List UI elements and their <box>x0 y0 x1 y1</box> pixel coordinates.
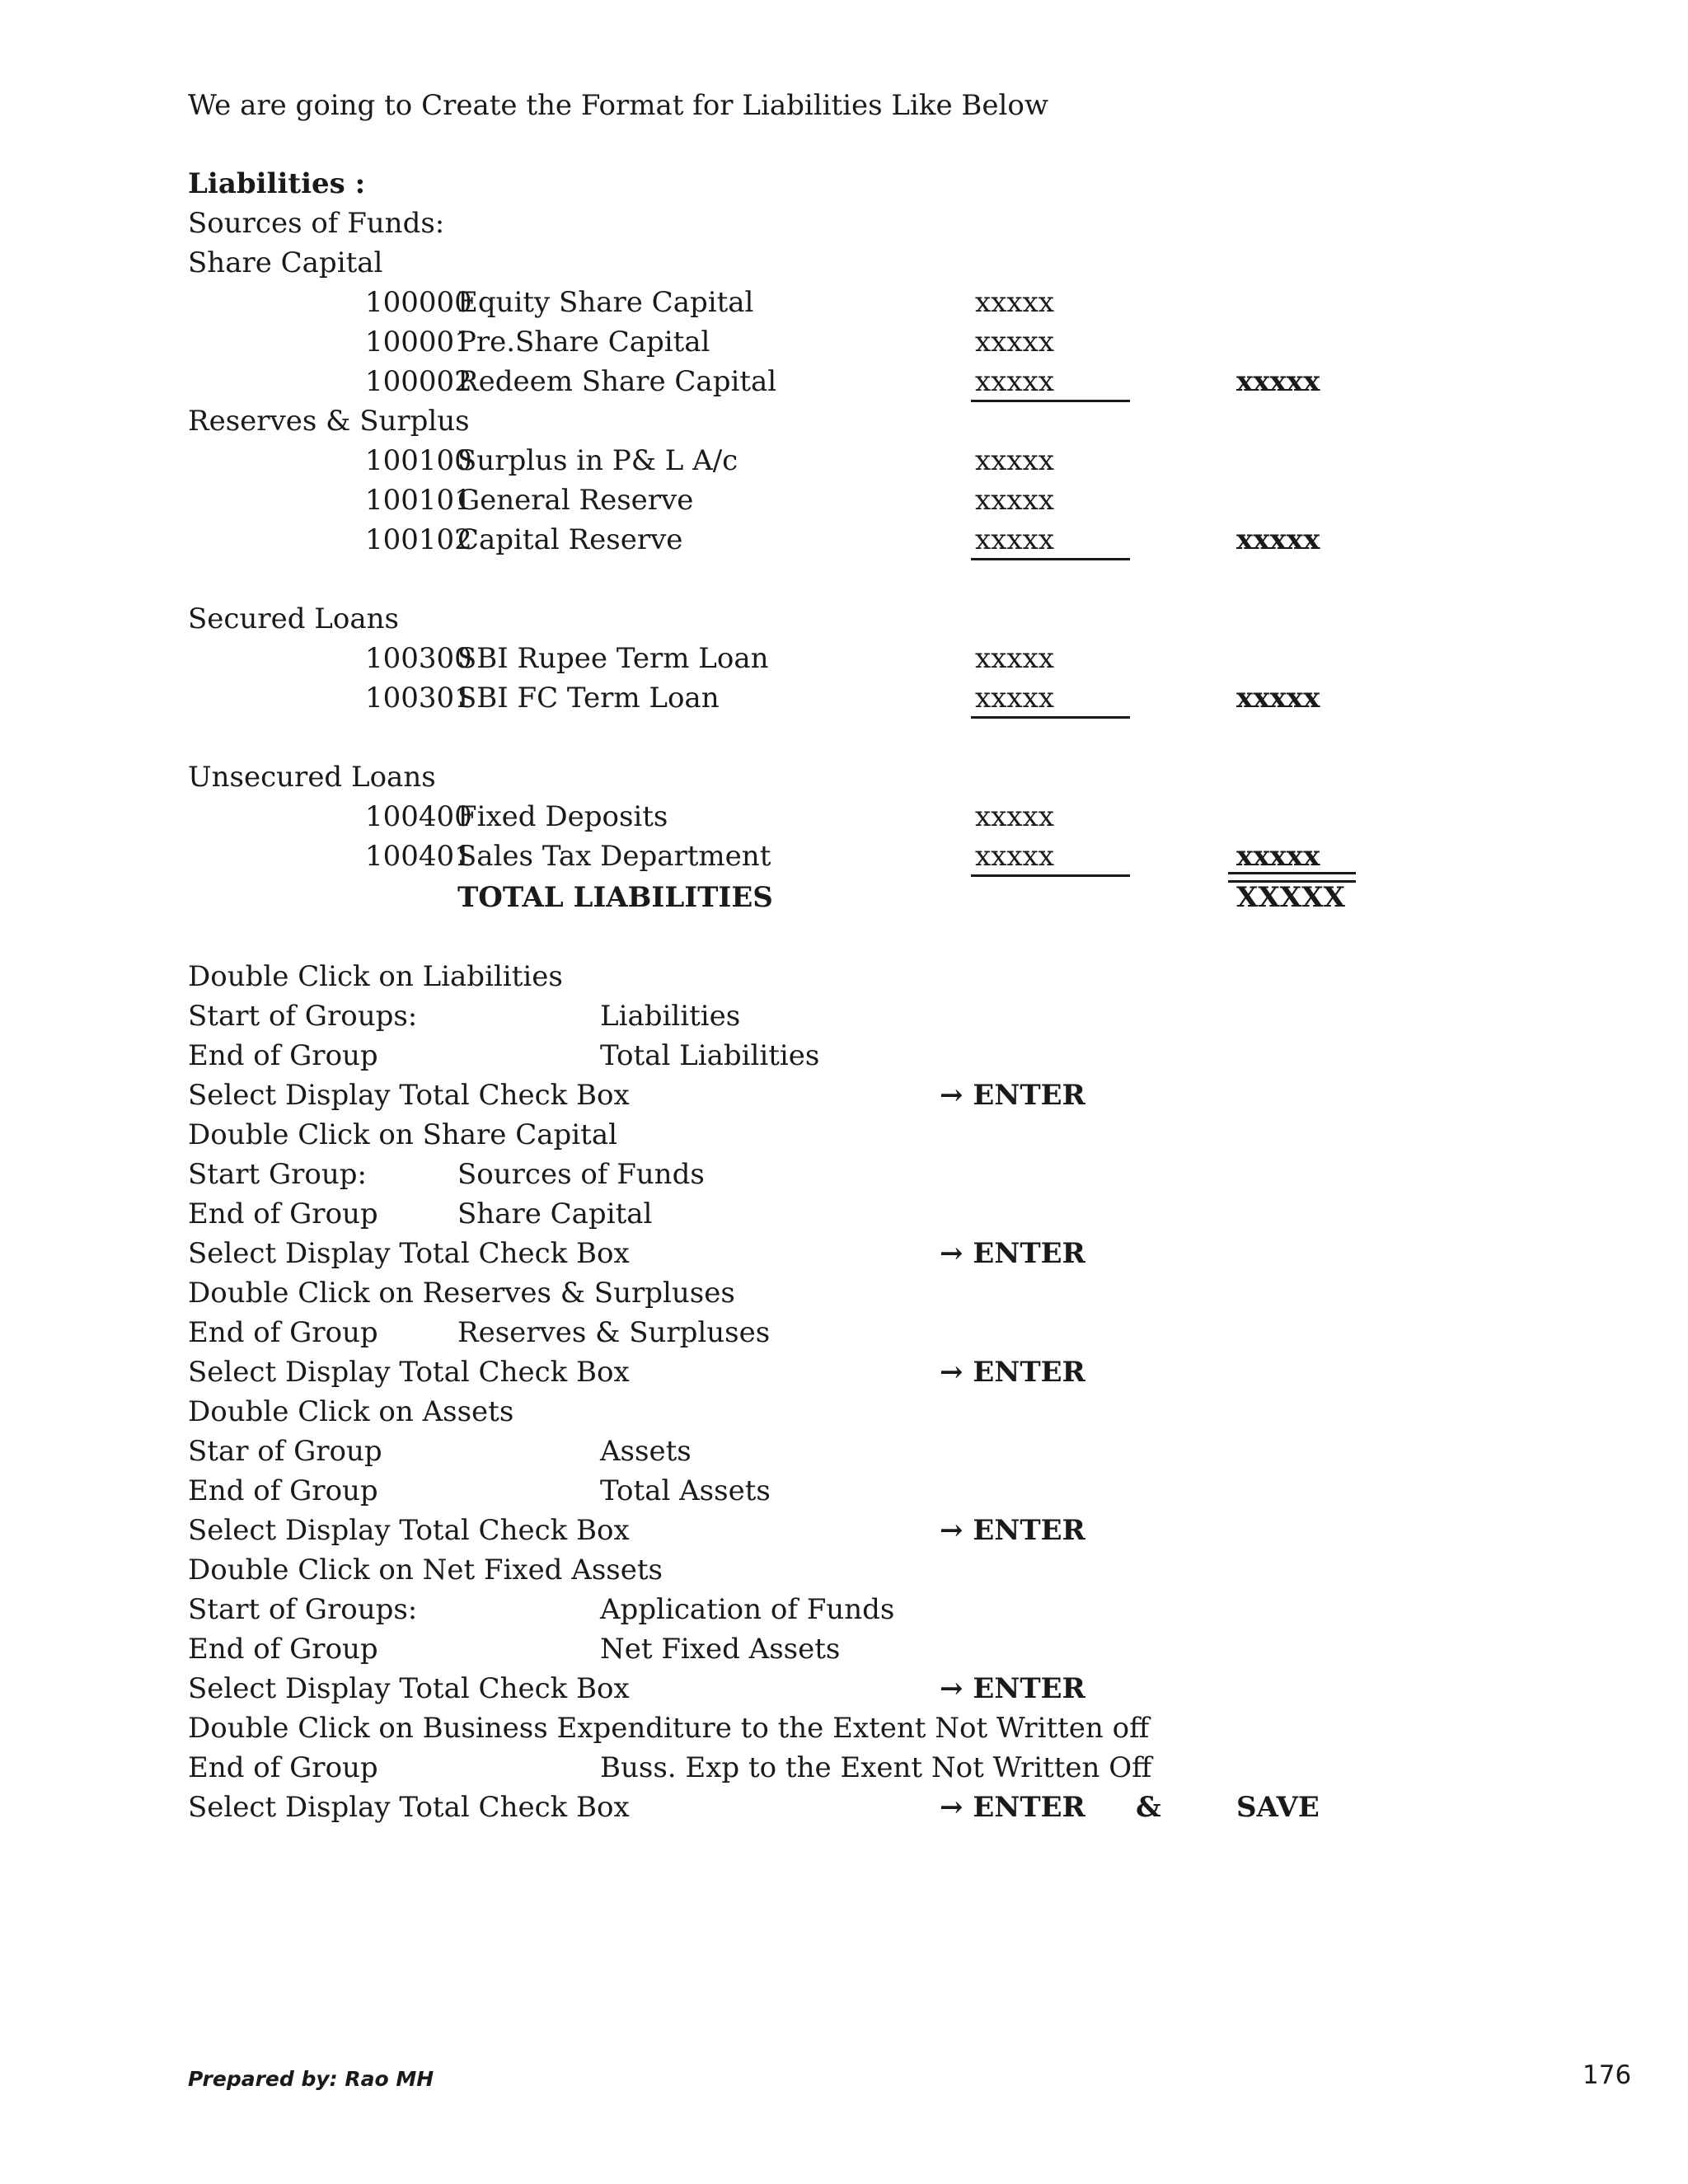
instruction-step: Start Group: <box>188 1158 367 1191</box>
page-number: 176 <box>1582 2060 1632 2090</box>
subtotal-secured: xxxxx <box>1236 682 1320 715</box>
instruction-step: Select Display Total Check Box <box>188 1079 630 1112</box>
total-liabilities-label: TOTAL LIABILITIES <box>457 881 773 914</box>
instruction-step: Start of Groups: <box>188 1593 418 1626</box>
account-amount: xxxxx <box>975 484 1054 517</box>
instruction-value: Share Capital <box>457 1197 653 1230</box>
account-amount: xxxxx <box>975 840 1054 873</box>
instruction-step: Double Click on Net Fixed Assets <box>188 1554 663 1586</box>
underline <box>971 400 1130 402</box>
liabilities-heading: Liabilities : <box>188 167 366 200</box>
group-reserves-surplus: Reserves & Surplus <box>188 405 470 438</box>
account-name: Pre.Share Capital <box>457 326 710 359</box>
account-amount: xxxxx <box>975 365 1054 398</box>
instruction-step: End of Group <box>188 1633 378 1666</box>
subtotal-unsecured: xxxxx <box>1236 840 1320 873</box>
account-amount: xxxxx <box>975 682 1054 715</box>
subtotal-share-capital: xxxxx <box>1236 365 1320 398</box>
account-name: Equity Share Capital <box>457 286 754 319</box>
instruction-step: Star of Group <box>188 1435 382 1468</box>
account-code: 100401 <box>365 840 472 873</box>
account-name: Redeem Share Capital <box>457 365 777 398</box>
instruction-value: Application of Funds <box>600 1593 895 1626</box>
total-liabilities-value: XXXXX <box>1236 881 1345 914</box>
instruction-step: Select Display Total Check Box <box>188 1514 630 1547</box>
account-code: 100001 <box>365 326 472 359</box>
instruction-step: Double Click on Reserves & Surpluses <box>188 1277 735 1310</box>
account-code: 100300 <box>365 642 472 675</box>
enter-action: → ENTER <box>940 1791 1085 1824</box>
enter-action: → ENTER <box>940 1079 1085 1112</box>
instruction-step: End of Group <box>188 1751 378 1784</box>
account-code: 100002 <box>365 365 472 398</box>
save-action: SAVE <box>1236 1791 1320 1824</box>
instruction-value: Net Fixed Assets <box>600 1633 841 1666</box>
enter-action: → ENTER <box>940 1514 1085 1547</box>
instruction-step: End of Group <box>188 1316 378 1349</box>
account-name: SBI Rupee Term Loan <box>457 642 769 675</box>
account-code: 100400 <box>365 800 472 833</box>
account-amount: xxxxx <box>975 642 1054 675</box>
instruction-value: Buss. Exp to the Exent Not Written Off <box>600 1751 1152 1784</box>
account-name: Fixed Deposits <box>457 800 668 833</box>
instruction-step: Select Display Total Check Box <box>188 1672 630 1705</box>
account-code: 100101 <box>365 484 472 517</box>
account-amount: xxxxx <box>975 800 1054 833</box>
intro-text: We are going to Create the Format for Liabilities Like Below <box>188 89 1048 122</box>
enter-action: → ENTER <box>940 1237 1085 1270</box>
ampersand: & <box>1136 1791 1161 1824</box>
instruction-value: Liabilities <box>600 1000 741 1033</box>
instruction-value: Sources of Funds <box>457 1158 705 1191</box>
account-name: Surplus in P& L A/c <box>457 444 738 477</box>
group-unsecured-loans: Unsecured Loans <box>188 761 436 794</box>
account-code: 100301 <box>365 682 472 715</box>
account-name: General Reserve <box>457 484 694 517</box>
account-code: 100000 <box>365 286 472 319</box>
enter-action: → ENTER <box>940 1672 1085 1705</box>
instruction-step: Select Display Total Check Box <box>188 1356 630 1389</box>
group-share-capital: Share Capital <box>188 246 383 279</box>
underline <box>971 874 1130 877</box>
prepared-by: Prepared by: Rao MH <box>188 2067 434 2091</box>
instruction-step: End of Group <box>188 1197 378 1230</box>
subtotal-reserves: xxxxx <box>1236 523 1320 556</box>
enter-action: → ENTER <box>940 1356 1085 1389</box>
instruction-step: Select Display Total Check Box <box>188 1791 630 1824</box>
instruction-step: Select Display Total Check Box <box>188 1237 630 1270</box>
group-secured-loans: Secured Loans <box>188 602 399 635</box>
sources-of-funds-label: Sources of Funds: <box>188 207 445 240</box>
account-amount: xxxxx <box>975 326 1054 359</box>
instruction-step: End of Group <box>188 1039 378 1072</box>
account-amount: xxxxx <box>975 286 1054 319</box>
account-amount: xxxxx <box>975 523 1054 556</box>
instruction-step: Double Click on Liabilities <box>188 960 563 993</box>
instruction-step: Start of Groups: <box>188 1000 418 1033</box>
account-amount: xxxxx <box>975 444 1054 477</box>
instruction-step: Double Click on Business Expenditure to the Extent Not Written off <box>188 1712 1150 1745</box>
account-code: 100102 <box>365 523 472 556</box>
instruction-value: Assets <box>600 1435 692 1468</box>
account-name: Capital Reserve <box>457 523 683 556</box>
instruction-step: Double Click on Share Capital <box>188 1118 617 1151</box>
underline <box>971 558 1130 560</box>
underline <box>971 716 1130 719</box>
account-name: SBI FC Term Loan <box>457 682 720 715</box>
instruction-step: Double Click on Assets <box>188 1395 514 1428</box>
account-code: 100100 <box>365 444 472 477</box>
instruction-value: Total Liabilities <box>600 1039 820 1072</box>
account-name: Sales Tax Department <box>457 840 771 873</box>
instruction-step: End of Group <box>188 1474 378 1507</box>
instruction-value: Total Assets <box>600 1474 771 1507</box>
instruction-value: Reserves & Surpluses <box>457 1316 771 1349</box>
